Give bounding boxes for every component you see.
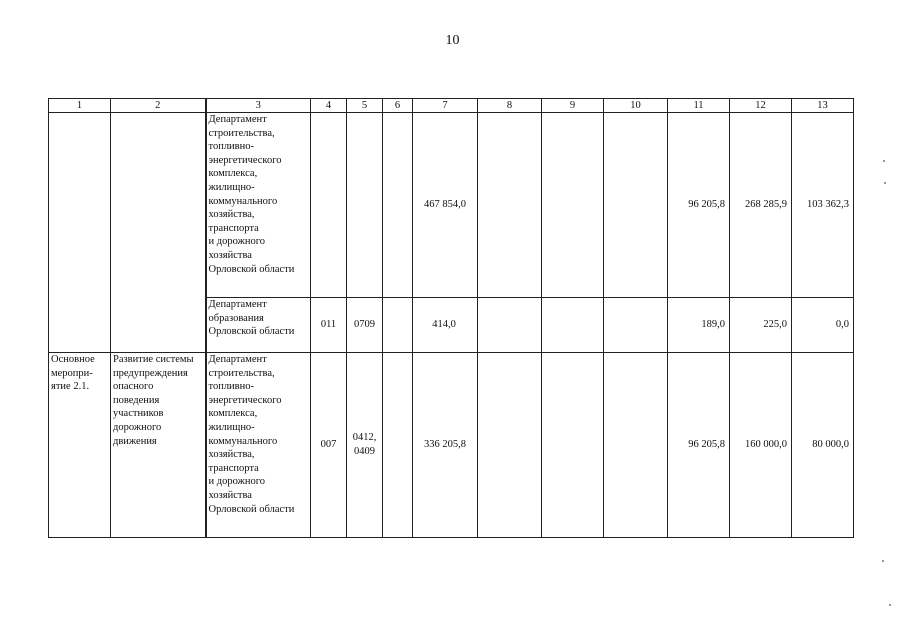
table-header-row (49, 99, 854, 113)
scan-speck (883, 160, 885, 162)
header-cell: 1 (49, 99, 111, 113)
cell-col8 (478, 353, 542, 538)
cell-col13: 0,0 (792, 298, 854, 353)
page-number: 10 (445, 33, 460, 48)
cell-col8 (478, 298, 542, 353)
header-cell: 6 (383, 99, 413, 113)
cell-col6 (383, 353, 413, 538)
cell-col10 (604, 353, 668, 538)
cell-col6 (383, 113, 413, 298)
cell-col11: 96 205,8 (668, 353, 730, 538)
header-cell: 7 (413, 99, 478, 113)
header-cell: 11 (668, 99, 730, 113)
cell-col7: 414,0 (413, 298, 478, 353)
cell-col4: 011 (311, 298, 347, 353)
header-cell: 4 (311, 99, 347, 113)
cell-col8 (478, 113, 542, 298)
cell-executor: Департамент образования Орловской области (206, 298, 311, 353)
cell-col9 (542, 353, 604, 538)
cell-col9 (542, 113, 604, 298)
header-cell: 8 (478, 99, 542, 113)
cell-col1: Основное меропри- ятие 2.1. (49, 353, 111, 538)
table-row (49, 113, 854, 298)
cell-col7: 336 205,8 (413, 353, 478, 538)
cell-col5 (347, 113, 383, 298)
cell-col11: 189,0 (668, 298, 730, 353)
header-cell: 10 (604, 99, 668, 113)
cell-col4 (311, 113, 347, 298)
cell-col11: 96 205,8 (668, 113, 730, 298)
header-cell: 12 (730, 99, 792, 113)
header-cell: 9 (542, 99, 604, 113)
budget-table (48, 98, 854, 538)
cell-col5: 0412, 0409 (347, 353, 383, 538)
cell-col2: Развитие системы предупреждения опасного поведения участников дорожного движения (111, 353, 206, 538)
cell-executor: Департамент строительства, топливно- энергетического комплекса, жилищно- коммунального хозяйства, транспорта и дорожного хозяйства Орловской области (206, 353, 311, 538)
cell-col12: 160 000,0 (730, 353, 792, 538)
table-row (49, 353, 854, 538)
cell-col1 (49, 113, 111, 353)
cell-col4: 007 (311, 353, 347, 538)
cell-col6 (383, 298, 413, 353)
scan-speck (889, 604, 891, 606)
cell-col2 (111, 113, 206, 353)
cell-col10 (604, 298, 668, 353)
scan-speck (882, 560, 884, 562)
cell-col12: 268 285,9 (730, 113, 792, 298)
header-cell: 2 (111, 99, 206, 113)
scan-speck (884, 182, 886, 184)
cell-col13: 103 362,3 (792, 113, 854, 298)
cell-col9 (542, 298, 604, 353)
cell-col7: 467 854,0 (413, 113, 478, 298)
cell-executor: Департамент строительства, топливно- энергетического комплекса, жилищно- коммунального хозяйства, транспорта и дорожного хозяйства Орловской области (206, 113, 311, 298)
cell-col12: 225,0 (730, 298, 792, 353)
header-cell: 5 (347, 99, 383, 113)
cell-col13: 80 000,0 (792, 353, 854, 538)
cell-col5: 0709 (347, 298, 383, 353)
header-cell: 3 (206, 99, 311, 113)
header-cell: 13 (792, 99, 854, 113)
cell-col10 (604, 113, 668, 298)
